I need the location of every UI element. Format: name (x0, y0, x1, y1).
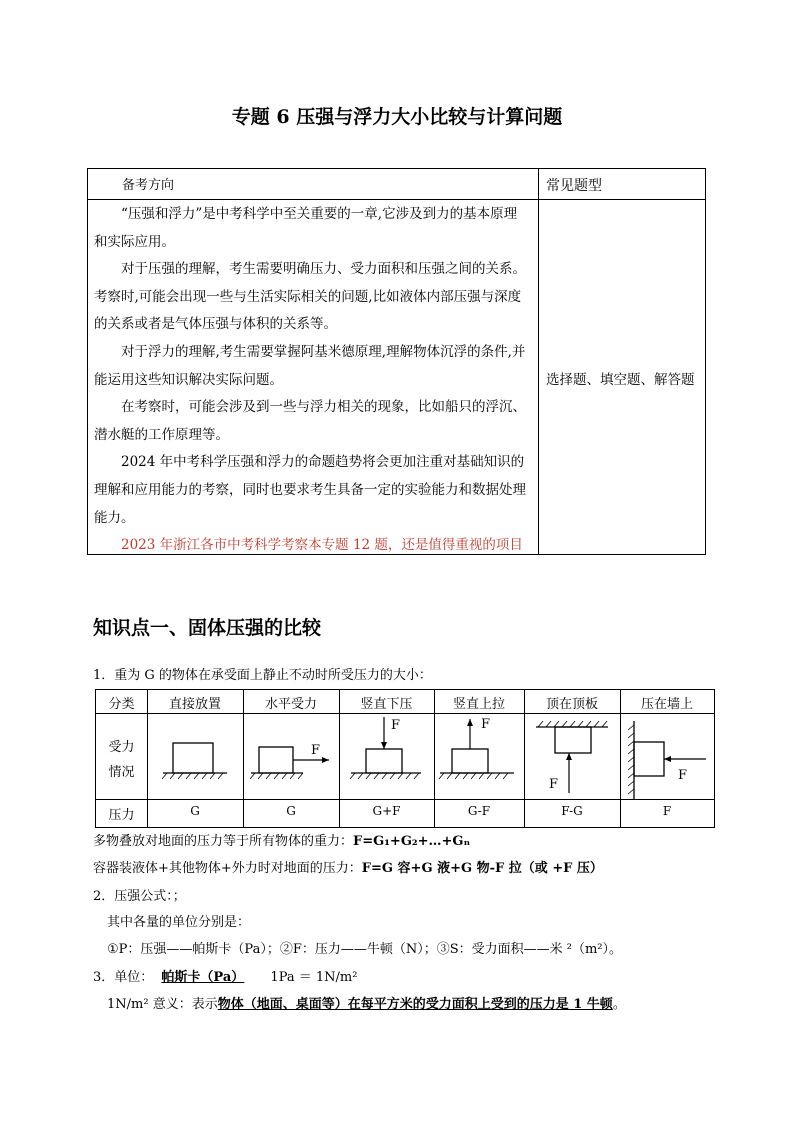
pressure-value: G (286, 804, 296, 818)
pressure-value: G-F (467, 804, 491, 818)
diagram-ceiling (524, 713, 620, 799)
paragraph: 对于压强的理解，考生需要明确压力、受力面积和压强之间的关系。考察时,可能会出现一些与生活实际相关的问题,比如液体内部压强与深度的关系或者是气体压强与体积的关系等。 (94, 261, 526, 333)
pressure-value: G (190, 804, 200, 818)
diagram-horizontal-force (243, 713, 339, 799)
force-label: F (391, 718, 401, 733)
paragraph: 对于浮力的理解,考生需要掌握阿基米德原理,理解物体沉浮的条件,并能运用这些知识解决实际问题。 (94, 343, 526, 388)
row-label-force-1: 受力 (108, 740, 135, 755)
meaning-bold: 物体（地面、桌面等）在每平方米的受力面积上受到的压力是 1 牛顿 (217, 997, 613, 1012)
item-3-eq: 1Pa ＝ 1N/m² (270, 970, 358, 985)
container-formula: F=G 容+G 液+G 物-F 拉（或 +F 压） (361, 861, 603, 876)
col-header: 顶在顶板 (545, 697, 598, 712)
pressure-value: G+F (372, 804, 401, 818)
force-label: F (481, 717, 491, 732)
units-detail: ①P：压强——帕斯卡（Pa）；②F：压力——牛顿（N）；③S：受力面积——米 ²（m²）。 (107, 942, 622, 957)
row-label-force-2: 情况 (108, 765, 135, 780)
item-1: 1．重为 G 的物体在承受面上静止不动时所受压力的大小： (93, 668, 432, 683)
row-label-category: 分类 (108, 697, 135, 712)
header-question-types: 常见题型 (546, 178, 602, 194)
question-types-value: 选择题、填空题、解答题 (546, 372, 695, 388)
col-header: 压在墙上 (640, 697, 693, 712)
force-label: F (549, 777, 559, 792)
highlight-note: 2023 年浙江各市中考科学考察本专题 12 题，还是值得重视的项目 (121, 537, 523, 554)
diagram-pull-up (434, 713, 524, 799)
diagram-direct-placement (147, 713, 243, 799)
pressure-value: F (662, 804, 672, 818)
force-label: F (311, 743, 321, 758)
unit-meaning (107, 993, 626, 1012)
pressure-value: F-G (561, 804, 583, 818)
col-header: 竖直下压 (360, 697, 413, 712)
item-3-unit: 帕斯卡（Pa） (161, 970, 245, 985)
meaning-end: 。 (612, 997, 626, 1012)
force-table (95, 689, 715, 828)
diagram-press-down (339, 713, 434, 799)
container-rule (93, 857, 603, 876)
paragraph: “压强和浮力”是中考科学中至关重要的一章,它涉及到力的基本原理和实际应用。 (94, 206, 518, 250)
stack-rule (93, 830, 470, 849)
item-2: 2．压强公式：； (93, 889, 186, 904)
diagram-wall (620, 713, 714, 799)
paragraph: 在考察时，可能会涉及到一些与浮力相关的现象，比如船只的浮沉、潜水艇的工作原理等。 (94, 399, 526, 443)
item-3-label: 3．单位： (93, 970, 154, 985)
container-text: 容器装液体+其他物体+外力时对地面的压力： (93, 861, 362, 876)
row-label-pressure: 压力 (108, 808, 135, 823)
paragraph: 2024 年中考科学压强和浮力的命题趋势将会更加注重对基础知识的理解和应用能力的考察，同时也要求考生具备一定的实验能力和数据处理能力。 (94, 454, 526, 526)
section-heading: 知识点一、固体压强的比较 (93, 617, 322, 639)
meaning-label: 1N/m² 意义：表示 (107, 997, 218, 1012)
col-header: 水平受力 (264, 697, 317, 712)
stack-formula: F=G₁+G₂+…+Gₙ (353, 834, 471, 849)
col-header: 直接放置 (168, 697, 221, 712)
page-title: 专题 6 压强与浮力大小比较与计算问题 (231, 106, 563, 128)
header-exam-direction: 备考方向 (122, 178, 175, 193)
item-3 (93, 966, 357, 985)
units-intro: 其中各量的单位分别是： (107, 915, 251, 930)
stack-text: 多物叠放对地面的压力等于所有物体的重力： (93, 834, 354, 849)
force-label: F (678, 768, 688, 783)
intro-table (87, 168, 706, 555)
col-header: 竖直上拉 (452, 697, 505, 712)
exam-direction-text (94, 201, 530, 560)
